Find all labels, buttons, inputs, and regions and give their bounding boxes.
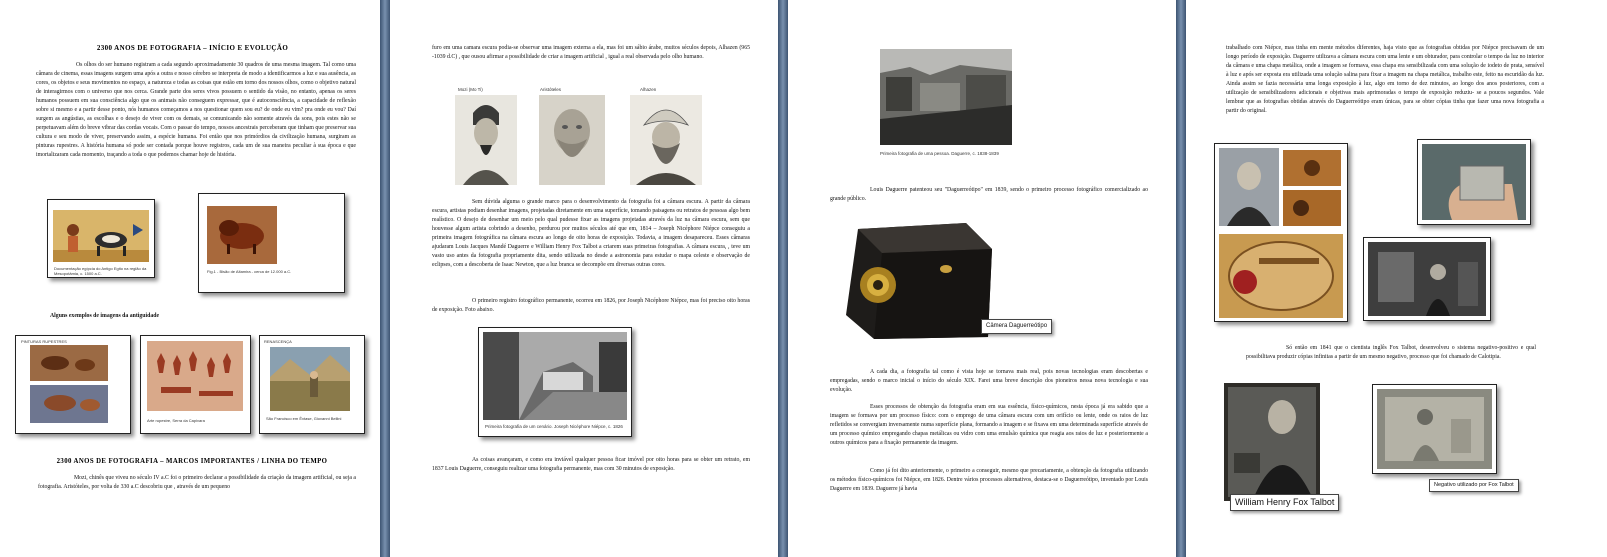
boulevard-du-temple-photo-image	[880, 49, 1012, 145]
niepce-photo-frame	[478, 327, 632, 437]
image-caption: Arte rupestre, Serra da Capivara	[147, 418, 205, 423]
bellini-painting-image	[270, 347, 350, 411]
image-title: PINTURAS RUPESTRES	[21, 339, 67, 344]
document-page-4	[1186, 0, 1607, 557]
page-title: 2300 ANOS DE FOTOGRAFIA – INÍCIO E EVOLUÇÃO	[96, 44, 289, 52]
portrait-label: Aristóteles	[540, 87, 562, 92]
paragraph: Como já foi dito anteriormente, o primeiro a conseguir, mesmo que precariamente, a obtenção da fotografia utilizando os métodos físico-químicos foi Niépce, em 1826. Dentre vários processos alternativos, destaca-se o Daguerreótipo, inventado por Louis Daguerre em 1839. Daguerre já havia	[830, 468, 1148, 492]
alhazen-portrait-image	[630, 95, 702, 185]
daguerreotype-camera-image	[838, 219, 998, 341]
image-title: RENASCENÇA	[264, 339, 292, 344]
page-separator	[380, 0, 390, 557]
document-page-2	[390, 0, 778, 557]
altamira-image-frame	[198, 193, 345, 293]
image-caption: Primeira fotografia de uma pessoa. Daguerre, c. 1838-1839	[880, 151, 999, 156]
daguerreotype-plate-frame	[1417, 139, 1531, 225]
capivara-image-frame	[140, 335, 251, 434]
image-caption: Primeira fotografia de um cenário. Joseph Nicéphore Niépce, c. 1826	[485, 424, 623, 429]
rupestres-images	[30, 345, 108, 423]
paragraph: A cada dia, a fotografia tal como é vista hoje se tornava mais real, pois novas tecnologias eram descobertas e empregadas, sendo o marco inicial o início do século XIX. Farei uma breve descrição dos pioneiros nessa nova tecnologia e sua evolução.	[830, 369, 1148, 393]
daguerre-photo-frame	[876, 45, 1016, 165]
document-page-1	[0, 0, 380, 557]
image-caption: Documentação egípcia do Antigo Egito na região da Mesopotâmia, c. 1500 a.C.	[54, 266, 147, 276]
paragraph: trabalhado com Niépce, mas tinha em mente métodos diferentes, haja visto que as fotografias obtidas por Niépce precisavam de um longo período de exposição. Daguerre utilizava a câmara escura com uma lente e um obturador, para controlar o tempo da luz no interior da câmara e uma chapa metálica, onde a imagem se formava, essa chapa era sensibilizada com uma solução de iodeto de prata, sensível à luz e após ser exposta era utilizada uma solução salina para fixar a imagem na chapa metálica, trabalho este, feito na escuridão da luz. Ainda assim se fazia necessária uma longa exposição à luz, algo em torno de dez minutos, ao longo dos anos posteriores, com a utilização de sensibilizadores adicionais e objetivas mais aprimoradas o tempo de exposição reduziu- se a poucos segundos. Vale lembrar que as fotografias obtidas através do Daguerreótipo eram únicas, para se obter cópias tinha que fazer uma nova fotografia a partir do original.	[1226, 45, 1544, 114]
image-caption: Fig.1 - Bisão de Altamira - cerca de 12.000 a.C.	[207, 269, 292, 274]
daguerre-collage-frame	[1214, 143, 1348, 322]
portrait-label: Mozi (Mo Ti)	[458, 87, 483, 92]
niepce-first-photo-image	[483, 332, 627, 420]
paragraph: Sem dúvida alguma o grande marco para o desenvolvimento da fotografia foi a câmara escura. A partir da câmara escura, artistas podiam desenhar imagens, projetadas diretamente em uma superfície, tomando paisagens ou retratos de pessoas algo bem realístico. O desejo de desenhar um meio pelo qual pudesse fixar as imagens projetadas através da luz na câmara escura, sem que houvesse algum artista cobrindo a desenho, perdurou por muitos séculos até que em, 1814 – Joseph Nicéphore Niépce conseguiu a primeira imagem fotográfica na câmara escura ao longo de oito horas de exposição. Todavia, a imagem desapareceu. Esses câmaras ajudaram Louis Jacques Mandé Daguerre e William Henry Fox Talbot a criarem suas primeiras fotografias. A câmara escura, , teve um vasto uso antes da fotografia propriamente dita, sendo utilizada no desde a astronomia para estudar o mapa celeste e observação de eclipses, com a descoberta de Isaac Newton, que a luz branca se decompõe em diversas outras cores.	[432, 199, 750, 268]
page-separator	[1176, 0, 1186, 557]
egyptian-image-frame	[47, 199, 155, 278]
intro-paragraph: Os olhos do ser humano registram a cada segundo aproximadamente 30 quadros de uma mesma imagem. Tal como uma câmara de cinema, essas imagens surgem uma após a outra e nosso cérebro se interpreta de modo a identificarmos a luz e sua ausência, as cores, os objetos e seus movimentos no espaço, a natureza e todas as coisas que estão em torno dos nossos olhos, como o objetivo natural de interagirmos com o universo que nos cerca. Grande parte dos seres vivos possuem o sentido da visão, no entanto, apenas os seres humanos possuem em sua consciência algo que os animais não conseguem expressar, que é autoconsciência, a capacidade de reflexão sobre si mesmo e a partir desse ponto, nós humanos começamos a nos questionar quem sou eu? de onde eu vim? pra onde eu vou? Daí surgem as angústias, as escolhas e o desejo de viver com os demais, se comunicando não somente através da sons, pois estes não se perpetuavam além do breve vibrar das cordas vocais. Com o passar do tempo, nossos ancestrais perceberam que tinham que preservar sua cultura e seu modo de viver, preservando assim, a espécie humana. Foi então que nos primórdios da civilização humana, surgiram as pinturas rupestres. A história humana só pode ser contada porque houve registros, cada um de sua maneira peculiar à sua época e que imortalizaram cada momento, traçando a toda o que podemos chamar hoje de história.	[36, 62, 356, 158]
paragraph: furo em uma camara escura podia-se observar uma imagem externa a ela, mas foi um sábio árabe, muitos séculos depois, Alhazen (965 -1039 d.C) , que ousou afirmar a possibilidade de criar a imagem artificial , igual a real observada pelo olho humano.	[432, 45, 750, 60]
daguerre-studio-photo-image	[1368, 242, 1486, 316]
camera-label: Câmera Daguerreótipo	[981, 319, 1052, 334]
aristoteles-portrait-image	[539, 95, 605, 185]
daguerre-studio-photo-frame	[1363, 237, 1491, 321]
negative-label: Negativo utilizado por Fox Talbot	[1429, 479, 1519, 492]
negative-photo-frame	[1372, 384, 1497, 474]
mozi-portrait-image	[455, 95, 517, 185]
capivara-rock-art-image	[147, 341, 243, 411]
daguerreotype-plate-image	[1422, 144, 1526, 220]
talbot-negative-image	[1377, 389, 1492, 469]
daguerre-collage-image	[1219, 148, 1343, 318]
document-page-3	[788, 0, 1176, 557]
timeline-paragraph: Mozi, chinês que viveu no século IV a.C foi o primeiro declarar a possibilidade da criação da imagem artificial, ou seja a fotografia. Aristóteles, por volta de 330 a.C descobriu que , através de um pequeno	[38, 475, 356, 490]
paragraph: O primeiro registro fotográfico permanente, ocorreu em 1826, por Joseph Nicéphore Niépce, mas foi preciso oito horas de exposição. Foto abaixo.	[432, 298, 750, 313]
paragraph: Louis Daguerre patenteou seu "Daguerreótipo" em 1839, sendo o primeiro processo fotográfico comercializado ao grande público.	[830, 187, 1148, 202]
paragraph: Só então em 1841 que o cientista inglês Fox Talbot, desenvolveu o sistema negativo-positivo e qual possibilitava produzir cópias infinitas a partir de um mesmo negativo, processo que foi chamado de Calotipia.	[1246, 345, 1536, 360]
talbot-portrait-image	[1224, 383, 1320, 501]
page-separator	[778, 0, 788, 557]
talbot-label: William Henry Fox Talbot	[1230, 494, 1339, 511]
paragraph: Esses processos de obtenção da fotografia eram em sua essência, físico-químicos, nesta época já era sabido que a imagem se formava por um processo físico: com o emprego de uma câmara escura com um orifício ou lente, onde os raios de luz refletidos se convergiam inversamente numa superfície plana, formando a imagem e se fixava em uma determinada superfície através de um processo químico empregando chapas metálicas ou vidro com uma emulsão química que reagia aos raios de luz e posteriormente a outros químicos para a fixação permanente da imagem.	[830, 404, 1148, 446]
portrait-label: Alhazen	[640, 87, 657, 92]
page-title: 2300 ANOS DE FOTOGRAFIA – MARCOS IMPORTANTES / LINHA DO TEMPO	[56, 458, 328, 465]
rupestres-image-frame	[15, 335, 131, 434]
renascenca-image-frame	[259, 335, 365, 434]
image-caption: São Francisco em Êxtase, Giovanni Bellini	[266, 416, 342, 421]
altamira-bison-image	[207, 206, 277, 264]
paragraph: As coisas avançaram, e como era inviável qualquer pessoa ficar imóvel por oito horas para se obter um retrato, em 1837 Louis Daguerre, conseguiu realizar uma fotografia permanente, mas com 30 minutos de exposição.	[432, 457, 750, 472]
egyptian-painting-image	[53, 210, 149, 262]
examples-heading: Alguns exemplos de imagens da antiguidade	[50, 313, 160, 319]
